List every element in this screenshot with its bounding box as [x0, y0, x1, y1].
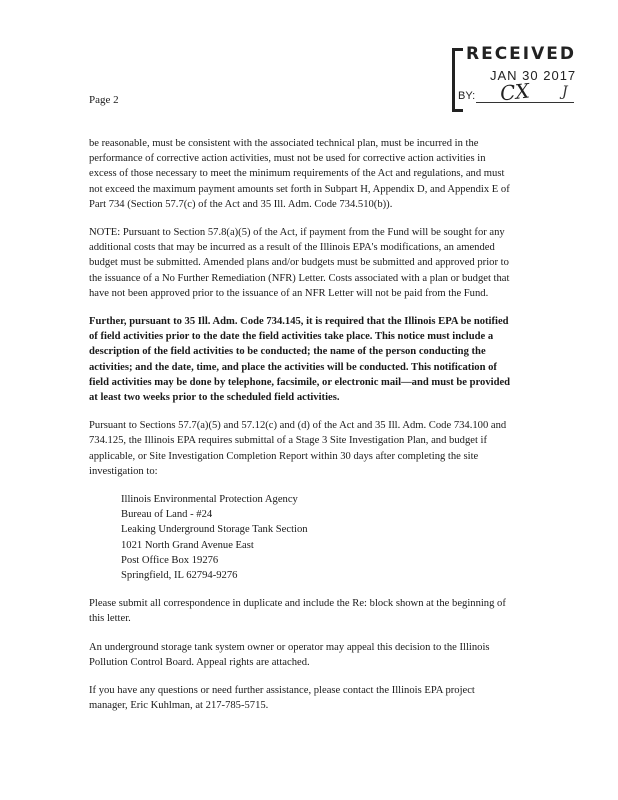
paragraph-costs: be reasonable, must be consistent with the associated technical plan, must be incurred in the performance of corrective action activities, must not be used for corrective action activities in excess of those necessary to meet the minimum requirements of the Act and regulations, and must not exceed the maximum payment amounts set forth in Subpart H, Appendix D, and Appendix E of Part 734 (Section 57.7(c) of the Act and 35 Ill. Adm. Code 734.510(b)).: [89, 138, 510, 210]
received-stamp: [450, 44, 578, 114]
stamp-date: JAN 30 2017: [490, 68, 577, 83]
paragraph-contact: If you have any questions or need further assistance, please contact the Illinois EPA project manager, Eric Kuhlman, at 217-785-5715.: [89, 685, 475, 712]
paragraph-note: NOTE: Pursuant to Section 57.8(a)(5) of the Act, if payment from the Fund will be sought for any additional costs that may be incurred as a result of the Illinois EPA's modifications, an amended budget must be submitted. Amended plans and/or budgets must be submitted and approved prior to the issuance of a No Further Remediation (NFR) Letter. Costs associated with a plan or budget that have not been approved prior to the issuance of an NFR Letter will not be paid from the Fund.: [89, 227, 510, 299]
stamp-title: RECEIVED: [466, 44, 576, 64]
address-line: 1021 North Grand Avenue East: [121, 539, 254, 551]
paragraph-field-notification: Further, pursuant to 35 Ill. Adm. Code 734.145, it is required that the Illinois EPA be notified of field activities prior to the date the field activities take place. This notice must include a description of the field activities to be conducted; the name of the person conducting the activities; and the date, time, and place the activities will be conducted. This notification of field activities may be done by telephone, facsimile, or electronic mail—and must be provided at least two weeks prior to the scheduled field activities.: [89, 316, 511, 404]
stamp-bracket: [452, 48, 463, 112]
mailing-address: [121, 492, 513, 583]
address-line: Bureau of Land - #24: [121, 509, 213, 521]
address-line: Illinois Environmental Protection Agency: [121, 494, 298, 506]
address-line: Post Office Box 19276: [121, 554, 219, 566]
paragraph-correspondence: Please submit all correspondence in duplicate and include the Re: block shown at the beginning of this letter.: [89, 598, 506, 625]
paragraph-appeal: An underground storage tank system owner or operator may appeal this decision to the Illinois Pollution Control Board. Appeal rights are attached.: [89, 641, 490, 668]
paragraph-submittal: Pursuant to Sections 57.7(a)(5) and 57.12(c) and (d) of the Act and 35 Ill. Adm. Code 734.100 and 734.125, the Illinois EPA requires submittal of a Stage 3 Site Investigation Plan, and budget if applicable, or Site Investigation Completion Report within 30 days after completing the site investigation to:: [89, 420, 507, 477]
address-line: Leaking Underground Storage Tank Section: [121, 524, 308, 536]
stamp-initials: CX: [498, 78, 531, 106]
letter-body: [89, 136, 513, 727]
stamp-mark: J: [562, 84, 568, 100]
stamp-by-label: BY:: [458, 90, 476, 102]
page-number: Page 2: [89, 94, 119, 106]
address-line: Springfield, IL 62794-9276: [121, 570, 238, 582]
